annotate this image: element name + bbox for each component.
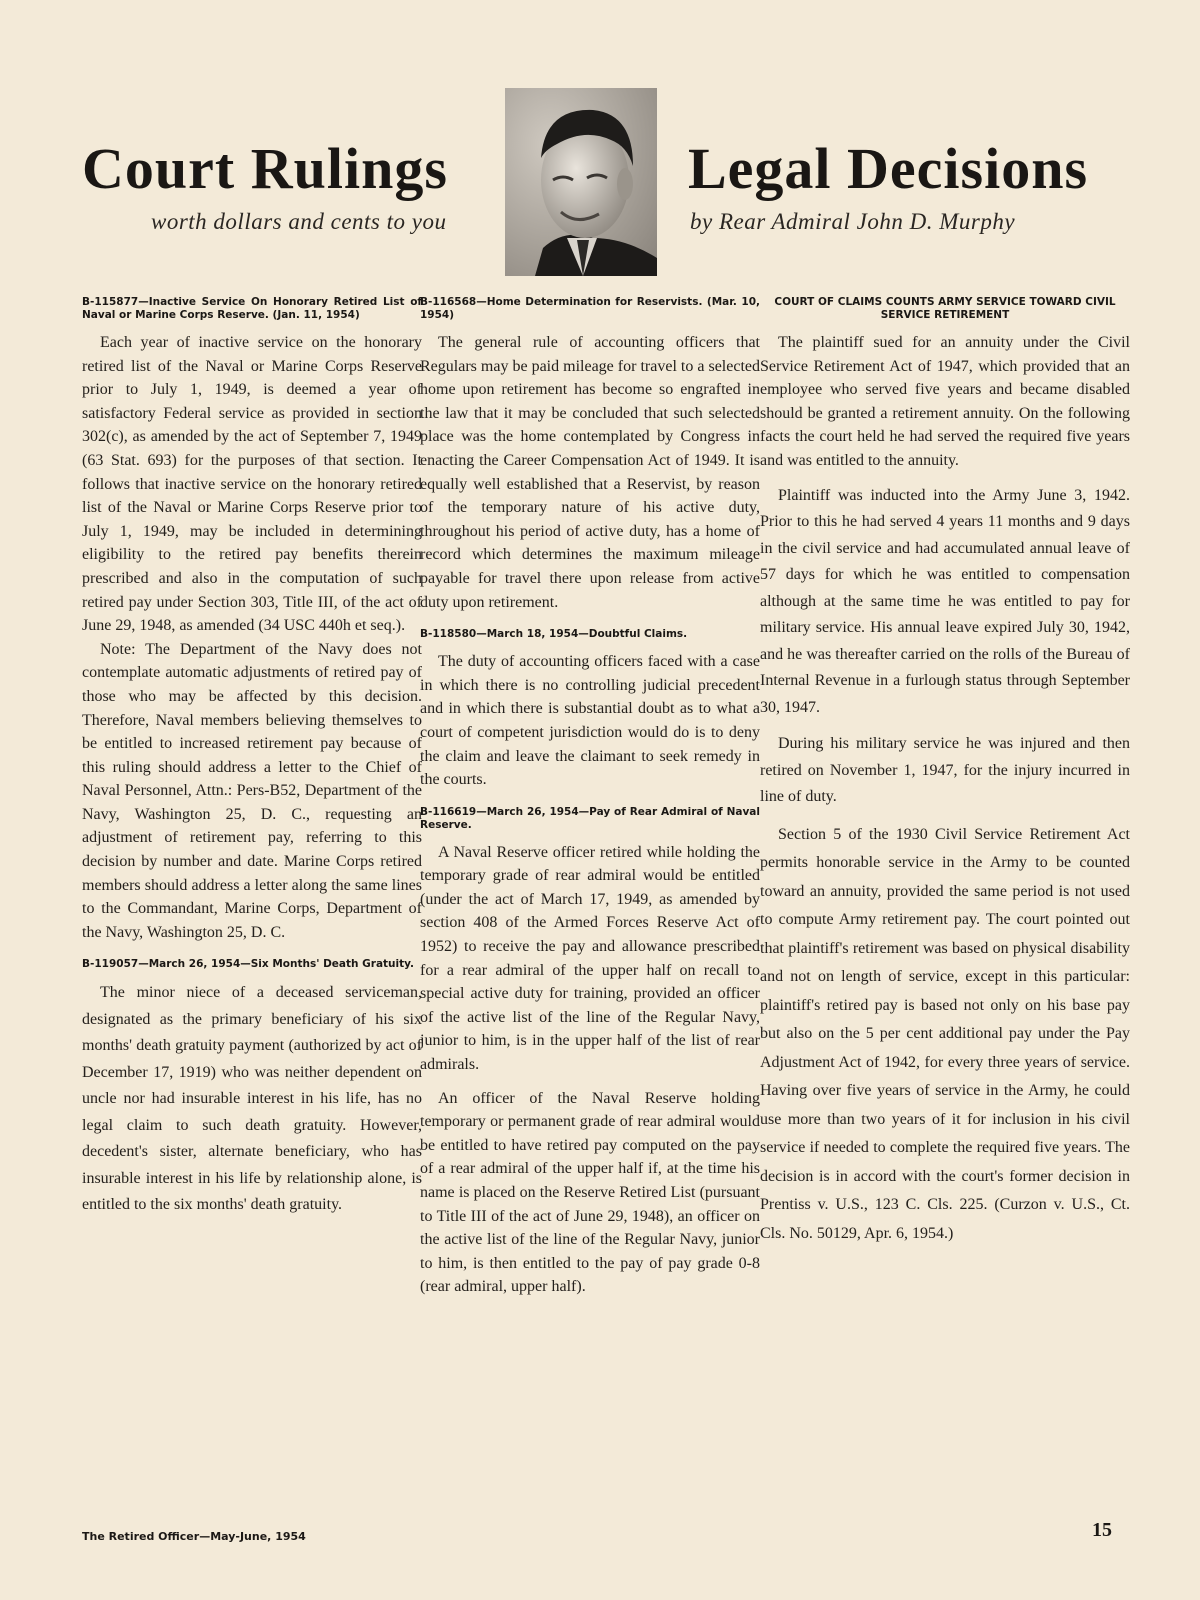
court-paragraph: The plaintiff sued for an annuity under the Civil Service Retirement Act of 1947, which provided that an employee who served five years and became disabled should be granted a retirement annuity. On the following facts the court held he had served the required five years and was entitled to the annuity. [760, 334, 1130, 469]
ruling-note-paragraph: Note: The Department of the Navy does not contemplate automatic adjustments of retired pay of those who may be affected by this decision. Therefore, Naval members believing themselves to be entitled to increased retirement pay because of this ruling should address a letter to the Chief of Naval Personnel, Attn.: Pers-B52, Department of the Navy, Washington 25, D. C., requesting an adjustment of retirement pay, referring to this decision by number and date. Marine Corps retired members should address a letter along the same lines to the Commandant, Marine Corps, Department of the Navy, Washington 25, D. C. [82, 640, 422, 941]
ruling-paragraph: A Naval Reserve officer retired while holding the temporary grade of rear admiral would be entitled (under the act of March 17, 1949, as amended by section 408 of the Armed Forces Reserve Act of 1952) to receive the pay and allowance prescribed for a rear admiral of the upper half on recall to special active duty for training, provided an officer of the active list of the line of the Regular Navy, junior to him, is in the upper half of the list of rear admirals. [420, 843, 760, 1074]
ruling-heading-b116568: B-116568—Home Determination for Reservists. (Mar. 10, 1954) [420, 296, 760, 321]
ruling-paragraph: The minor niece of a deceased serviceman, designated as the primary beneficiary of his six months' death gratuity payment (authorized by act of December 17, 1919) who was neither dependent on uncle nor had insurable interest in his life, has no legal claim to such death gratuity. However, decedent's sister, alternate beneficiary, who has insurable interest in his life by relationship alone, is entitled to the six months' death gratuity. [82, 984, 422, 1214]
ruling-heading-b116619: B-116619—March 26, 1954—Pay of Rear Admiral of Naval Reserve. [420, 805, 760, 831]
publication-footer: The Retired Officer—May-June, 1954 [82, 1530, 306, 1543]
author-portrait [505, 88, 657, 276]
right-title: Legal Decisions [688, 136, 1089, 201]
column-middle [420, 296, 760, 1299]
column-left [82, 296, 422, 1219]
ruling-paragraph: The general rule of accounting officers that Regulars may be paid mileage for travel to a selected home upon retirement has become so engrafted in the law that it may be concluded that such selected place was the home contemplated by Congress in enacting the Career Compensation Act of 1949. It is equally well established that a Reservist, by reason of the temporary nature of his active duty, throughout his period of active duty, has a home of record which determines the maximum mileage payable for travel there upon release from active duty upon retirement. [420, 334, 760, 611]
right-subtitle: by Rear Admiral John D. Murphy [690, 209, 1016, 234]
portrait-photo [505, 88, 657, 276]
court-paragraph: During his military service he was injured and then retired on November 1, 1947, for the injury incurred in line of duty. [760, 735, 1130, 806]
court-of-claims-heading: COURT OF CLAIMS COUNTS ARMY SERVICE TOWARD CIVIL SERVICE RETIREMENT [774, 296, 1116, 321]
left-subtitle: worth dollars and cents to you [151, 209, 447, 234]
court-paragraph: Plaintiff was inducted into the Army June 3, 1942. Prior to this he had served 4 years 11 months and 9 days in the civil service and had accumulated annual leave of 57 days for which he was entitled to compensation although at the same time he was entitled to pay for military service. His annual leave expired July 30, 1942, and he was thereafter carried on the rolls of the Bureau of Internal Revenue in a furlough status through September 30, 1947. [760, 486, 1130, 716]
column-right [760, 296, 1130, 1248]
page-number: 15 [1092, 1519, 1112, 1541]
ruling-paragraph: Each year of inactive service on the honorary retired list of the Naval or Marine Corps Reserve prior to July 1, 1949, is deemed a year of satisfactory Federal service as provided in section 302(c), as amended by the act of September 7, 1949 (63 Stat. 693) for the purposes of that section. It follows that inactive service on the honorary retired list of the Naval or Marine Corps Reserve prior to July 1, 1949, may be included in determining eligibility to the retired pay benefits therein prescribed and also in the computation of such retired pay under Section 303, Title III, of the act of June 29, 1948, as amended (34 USC 440h et seq.). [82, 334, 422, 635]
ruling-heading-b119057: B-119057—March 26, 1954—Six Months' Death Gratuity. [82, 958, 415, 971]
court-paragraph: Section 5 of the 1930 Civil Service Retirement Act permits honorable service in the Army to be counted toward an annuity, provided the same period is not used to compute Army retirement pay. The court pointed out that plaintiff's retirement was based on physical disability and not on length of service, except in this particular: plaintiff's retired pay is based not only on his base pay but also on the 5 per cent additional pay under the Pay Adjustment Act of 1942, for every three years of service. Having over five years of service in the Army, he could use more than two years of it for inclusion in his civil service if needed to complete the required five years. The decision is in accord with the court's former decision in Prentiss v. U.S., 123 C. Cls. 225. (Curzon v. U.S., Ct. Cls. No. 50129, Apr. 6, 1954.) [760, 825, 1130, 1242]
ruling-heading-b115877: B-115877—Inactive Service On Honorary Retired List of Naval or Marine Corps Reserve. (Jan. 11, 1954) [82, 296, 422, 321]
ruling-heading-b118580: B-118580—March 18, 1954—Doubtful Claims. [420, 628, 688, 641]
ruling-paragraph: The duty of accounting officers faced with a case in which there is no controlling judicial precedent and in which there is substantial doubt as to what a court of competent jurisdiction would do is to deny the claim and leave the claimant to seek remedy in the courts. [420, 653, 760, 789]
left-title: Court Rulings [82, 136, 448, 201]
ruling-paragraph: An officer of the Naval Reserve holding temporary or permanent grade of rear admiral would be entitled to have retired pay computed on the pay of a rear admiral of the upper half if, at the time his name is placed on the Reserve Retired List (pursuant to Title III of the act of June 29, 1948), an officer on the active list of the line of the Regular Navy, junior to him, is then entitled to the pay of pay grade 0-8 (rear admiral, upper half). [420, 1089, 760, 1296]
